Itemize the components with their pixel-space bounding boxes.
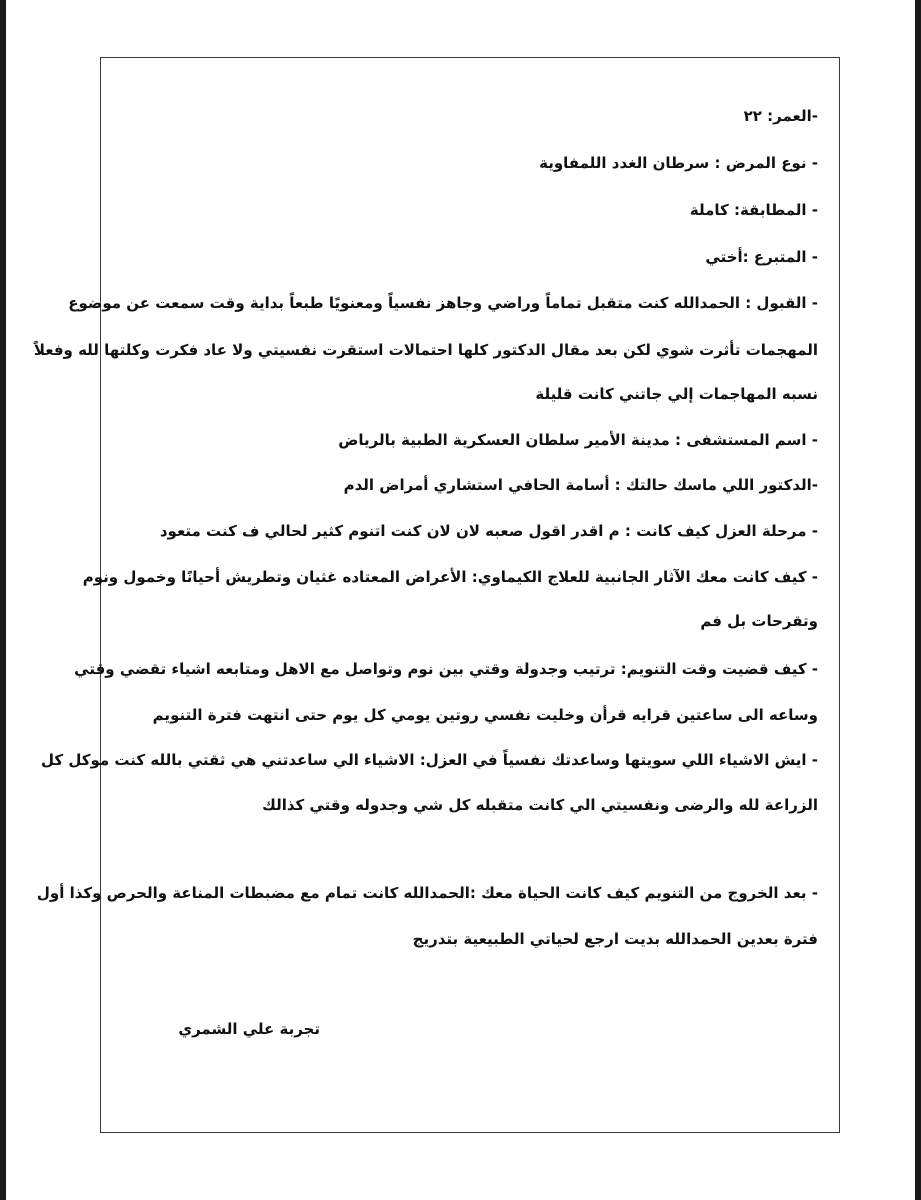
doc-line-age: -العمر: ٢٢ [743, 107, 818, 125]
doc-line-side-effects-1: - كيف كانت معك الآثار الجانبية للعلاج الكيماوي: الأعراض المعتاده غثيان وتطريش أحيانًا وخمول ونوم [82, 568, 818, 586]
doc-line-acceptance-3: نسبه المهاجمات إلي جاتني كانت قليلة [535, 385, 818, 403]
doc-line-match: - المطابقة: كاملة [689, 201, 818, 219]
doc-line-isolation: - مرحلة العزل كيف كانت : م اقدر اقول صعبه لان لان كنت اتنوم كثير لحالي ف كنت متعود [159, 522, 818, 540]
right-dark-border [915, 0, 921, 1200]
doc-line-acceptance-1: - القبول : الحمدالله كنت متقبل تماماً وراضي وجاهز نفسياً ومعنويًا طبعاً بداية وقت سمعت عن موضوع [68, 294, 818, 312]
doc-line-hospital-stay-2: وساعه الى ساعتين قرايه قرأن وخليت نفسي روتين يومي كل يوم حتى انتهت فترة التنويم [152, 706, 818, 724]
doc-line-support-2: الزراعة لله والرضى ونفسيتي الي كانت متقبله كل شي وجدوله وقتي كذالك [262, 796, 818, 814]
signature-line: تجربة علي الشمري [178, 1020, 320, 1038]
left-dark-border [0, 0, 6, 1200]
doc-line-hospital-stay-1: - كيف قضيت وقت التنويم: ترتيب وجدولة وقتي بين نوم وتواصل مع الاهل ومتابعه اشياء تقضي وقتي [74, 660, 818, 678]
doc-line-after-discharge-2: فترة بعدين الحمدالله بديت ارجع لحياتي الطبيعية بتدريج [412, 930, 818, 948]
doc-line-after-discharge-1: - بعد الخروج من التنويم كيف كانت الحياة معك :الحمدالله كانت تمام مع مضبطات المناعة والحرص وكذا أول [36, 884, 818, 902]
doc-line-acceptance-2: المهجمات تأثرت شوي لكن بعد مقال الدكتور كلها احتمالات استقرت نفسيتي ولا عاد فكرت وكلتها لله وفعلاً [33, 341, 818, 359]
doc-line-donor: - المتبرع :أختي [705, 248, 818, 266]
doc-line-doctor: -الدكتور اللي ماسك حالتك : أسامة الحافي استشاري أمراض الدم [343, 476, 818, 494]
doc-line-hospital: - اسم المستشفى : مدينة الأمير سلطان العسكرية الطبية بالرياض [338, 431, 818, 449]
doc-line-support-1: - ايش الاشياء اللي سويتها وساعدتك نفسياً في العزل: الاشياء الي ساعدتني هي ثقتي بالله كنت موكل كل [41, 751, 818, 769]
doc-line-side-effects-2: وتقرحات بل فم [700, 612, 818, 630]
doc-line-disease-type: - نوع المرض : سرطان الغدد اللمفاوية [539, 154, 818, 172]
